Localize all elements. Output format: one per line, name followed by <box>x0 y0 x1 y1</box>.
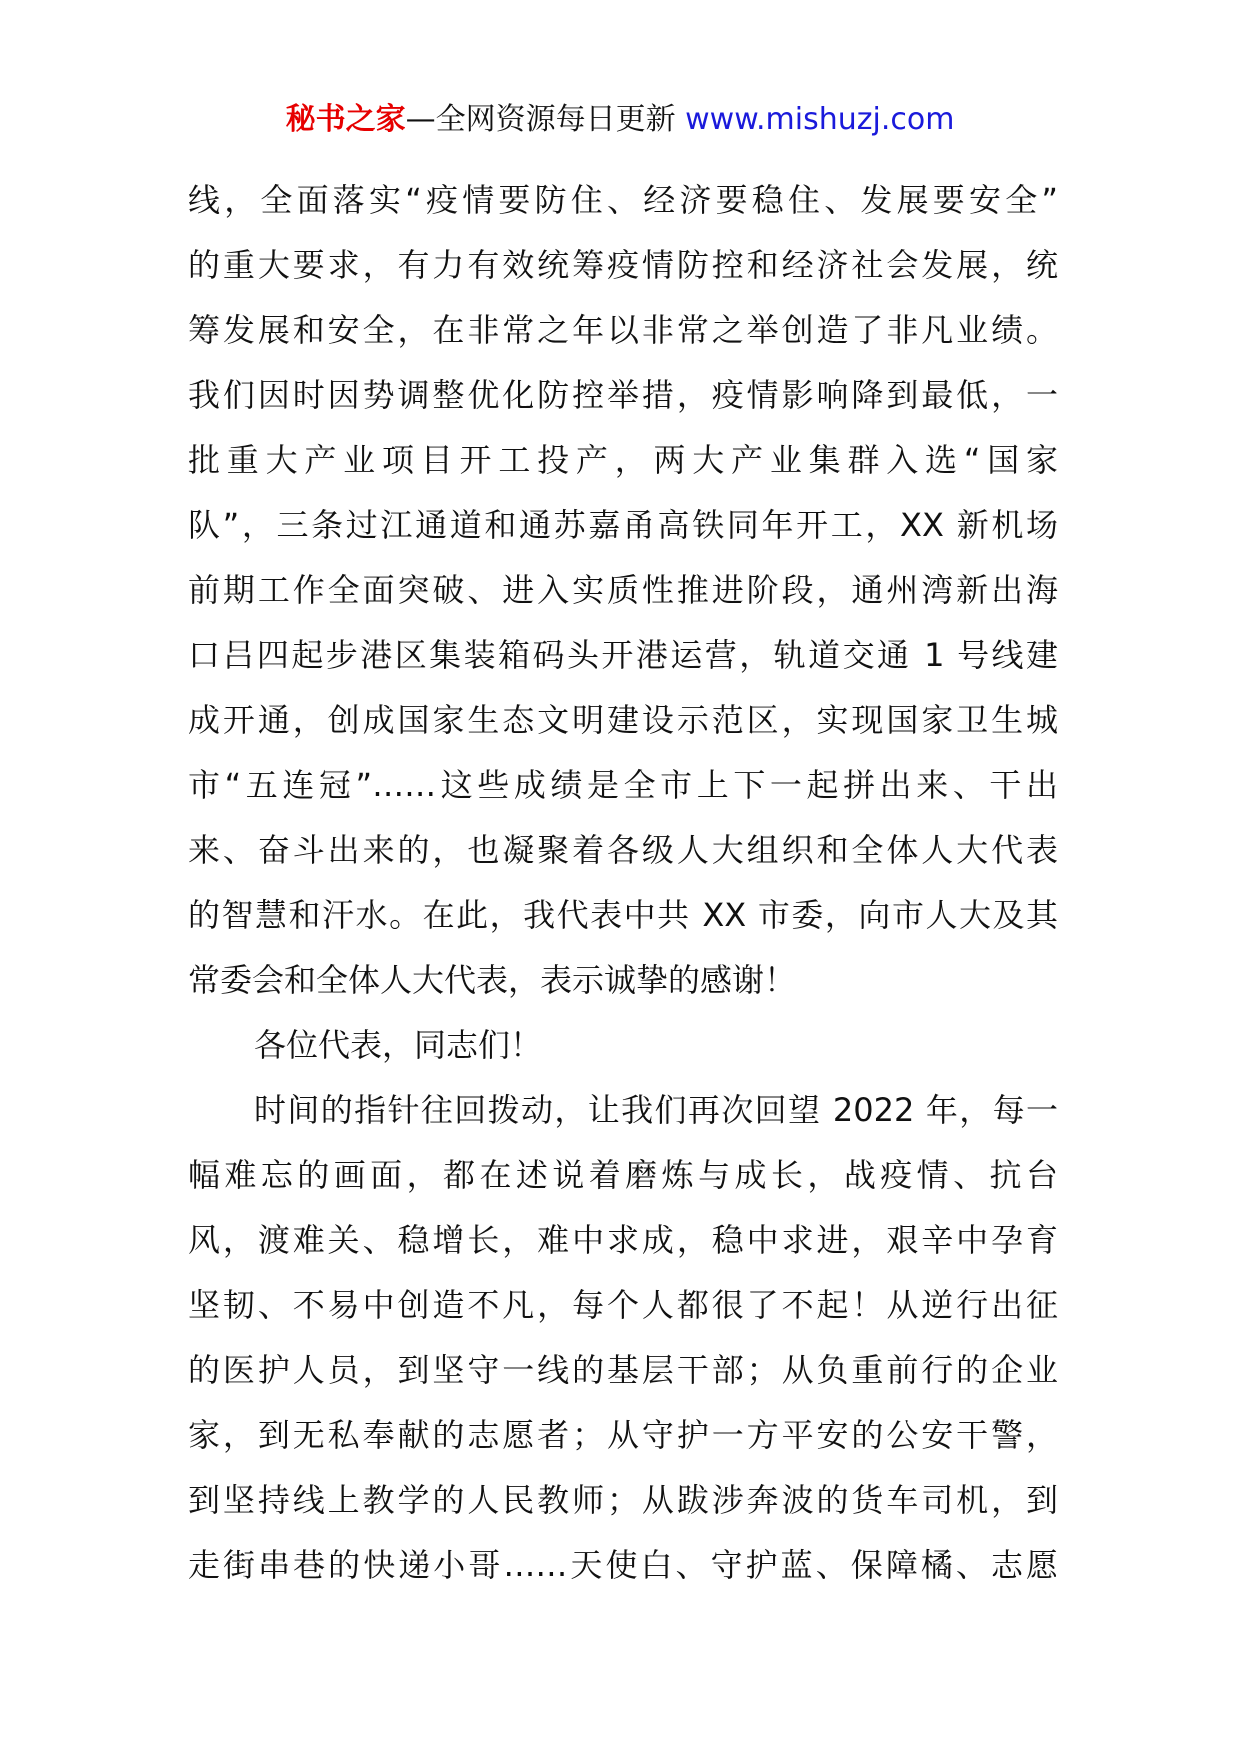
text-line: 时间的指针往回拨动，让我们再次回望 2022 年，每一 <box>254 1091 1058 1129</box>
header-tagline: —全网资源每日更新 <box>405 102 686 137</box>
text-line: 的智慧和汗水。在此，我代表中共 XX 市委，向市人大及其 <box>188 896 1058 934</box>
text-line: 的医护人员，到坚守一线的基层干部；从负重前行的企业 <box>188 1351 1058 1389</box>
text-line: 各位代表，同志们！ <box>254 1026 543 1064</box>
site-url-link[interactable]: www.mishuzj.com <box>685 102 955 137</box>
text-line: 走街串巷的快递小哥……天使白、守护蓝、保障橘、志愿 <box>188 1546 1058 1584</box>
text-line: 的重大要求，有力有效统筹疫情防控和经济社会发展，统 <box>188 246 1058 284</box>
text-line: 家，到无私奉献的志愿者；从守护一方平安的公安干警， <box>188 1416 1058 1454</box>
text-line: 成开通，创成国家生态文明建设示范区，实现国家卫生城 <box>188 701 1058 739</box>
page-header <box>0 100 1240 140</box>
text-line: 线，全面落实“疫情要防住、经济要稳住、发展要安全” <box>188 181 1058 219</box>
text-line: 常委会和全体人大代表，表示诚挚的感谢！ <box>188 961 797 999</box>
text-line: 坚韧、不易中创造不凡，每个人都很了不起！从逆行出征 <box>188 1286 1058 1324</box>
document-body <box>188 168 1058 1598</box>
text-line: 风，渡难关、稳增长，难中求成，稳中求进，艰辛中孕育 <box>188 1221 1058 1259</box>
text-line: 市“五连冠”……这些成绩是全市上下一起拼出来、干出 <box>188 766 1058 804</box>
text-line: 幅难忘的画面，都在述说着磨炼与成长，战疫情、抗台 <box>188 1156 1058 1194</box>
text-line: 到坚持线上教学的人民教师；从跋涉奔波的货车司机，到 <box>188 1481 1058 1519</box>
brand-name: 秘书之家 <box>285 102 406 137</box>
text-line: 筹发展和安全，在非常之年以非常之举创造了非凡业绩。 <box>188 311 1058 349</box>
text-line: 前期工作全面突破、进入实质性推进阶段，通州湾新出海 <box>188 571 1058 609</box>
text-line: 队”，三条过江通道和通苏嘉甬高铁同年开工，XX 新机场 <box>188 506 1058 544</box>
text-line: 口吕四起步港区集装箱码头开港运营，轨道交通 1 号线建 <box>188 636 1058 674</box>
text-line: 来、奋斗出来的，也凝聚着各级人大组织和全体人大代表 <box>188 831 1058 869</box>
text-line: 我们因时因势调整优化防控举措，疫情影响降到最低，一 <box>188 376 1058 414</box>
text-line: 批重大产业项目开工投产，两大产业集群入选“国家 <box>188 441 1058 479</box>
